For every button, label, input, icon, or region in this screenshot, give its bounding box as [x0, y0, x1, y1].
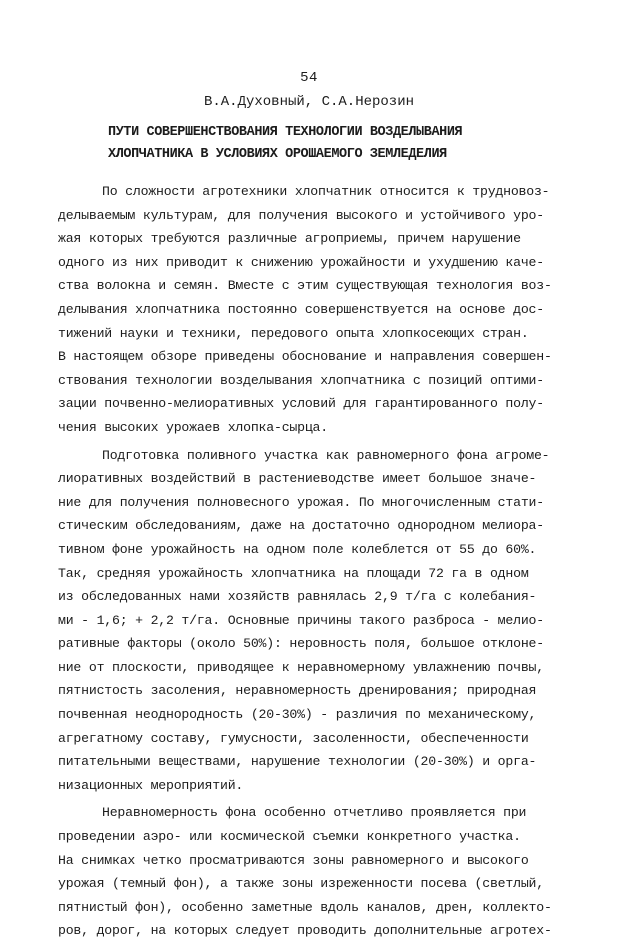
paragraph: [58, 444, 578, 798]
text-line: ства волокна и семян. Вместе с этим существующая технология воз-: [58, 278, 552, 294]
text-line: Подготовка поливного участка как равномерного фона агроме-: [102, 447, 550, 463]
text-line: жая которых требуются различные агроприемы, причем нарушение: [58, 231, 521, 247]
text-line: На снимках четко просматриваются зоны равномерного и высокого: [58, 852, 529, 868]
text-line: лиоративных воздействий в растениеводстве имеет большое значе-: [58, 471, 537, 487]
text-line: ние для получения полновесного урожая. По многочисленным стати-: [58, 494, 544, 510]
paragraph: [58, 180, 578, 440]
article-body: [58, 180, 578, 943]
text-line: ние от плоскости, приводящее к неравномерному увлажнению почвы,: [58, 659, 544, 675]
text-line: пятнистость засоления, неравномерность дренирования; природная: [58, 683, 537, 699]
text-line: низационных мероприятий.: [58, 777, 244, 793]
text-line: чения высоких урожаев хлопка-сырца.: [58, 419, 328, 435]
text-line: тивном фоне урожайность на одном поле колеблется от 55 до 60%.: [58, 541, 537, 557]
text-line: В настоящем обзоре приведены обоснование и направления совершен-: [58, 349, 552, 365]
text-line: Так, средняя урожайность хлопчатника на площади 72 га в одном: [58, 565, 529, 581]
text-line: ствования технологии возделывания хлопчатника с позиций оптими-: [58, 372, 544, 388]
text-line: урожая (темный фон), а также зоны изреженности посева (светлый,: [58, 876, 544, 892]
text-line: питательными веществами, нарушение технологии (20-30%) и орга-: [58, 754, 537, 770]
text-line: По сложности агротехники хлопчатник относится к трудновоз-: [102, 184, 550, 199]
text-line: стическим обследованиям, даже на достаточно однородном мелиора-: [58, 518, 544, 534]
title-line: ХЛОПЧАТНИКА В УСЛОВИЯХ ОРОШАЕМОГО ЗЕМЛЕДЕЛИЯ: [108, 147, 447, 162]
text-line: тижений науки и техники, передового опыта хлопкосеющих стран.: [58, 325, 529, 341]
text-line: делывания хлопчатника постоянно совершенствуется на основе дос-: [58, 301, 544, 317]
text-line: из обследованных нами хозяйств равнялась 2,9 т/га с колебания-: [58, 589, 537, 605]
text-line: зации почвенно-мелиоративных условий для гарантированного полу-: [58, 396, 544, 412]
text-line: ративные факторы (около 50%): неровность поля, большое отклоне-: [58, 636, 544, 652]
text-line: одного из них приводит к снижению урожайности и ухудшению каче-: [58, 254, 544, 270]
text-line: Неравномерность фона особенно отчетливо проявляется при: [102, 805, 527, 821]
text-line: почвенная неоднородность (20-30%) - различия по механическому,: [58, 707, 537, 723]
text-line: ров, дорог, на которых следует проводить дополнительные агротех-: [58, 923, 552, 939]
paragraph: [58, 801, 578, 943]
page-number: 54: [300, 70, 318, 86]
text-line: проведении аэро- или космической съемки конкретного участка.: [58, 829, 521, 845]
text-line: пятнистый фон), особенно заметные вдоль каналов, дрен, коллекто-: [58, 899, 552, 915]
text-line: делываемым культурам, для получения высокого и устойчивого уро-: [58, 207, 544, 223]
authors: В.А.Духовный, С.А.Нерозин: [203, 94, 415, 110]
title-line: ПУТИ СОВЕРШЕНСТВОВАНИЯ ТЕХНОЛОГИИ ВОЗДЕЛЫВАНИЯ: [108, 125, 463, 140]
text-line: агрегатному составу, гумусности, засоленности, обеспеченности: [58, 730, 529, 746]
text-line: ми - 1,6; + 2,2 т/га. Основные причины такого разброса - мелио-: [58, 612, 544, 628]
article-title: [108, 122, 528, 166]
